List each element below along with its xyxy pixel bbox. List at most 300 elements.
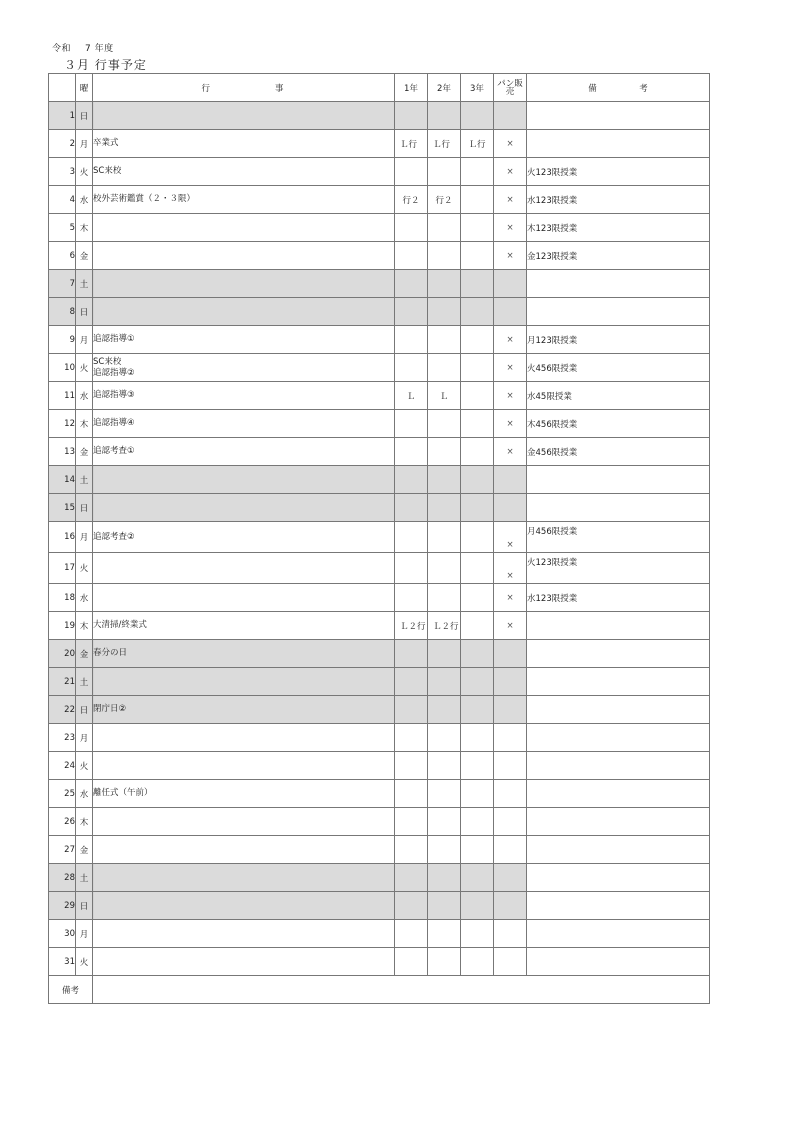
table-row [49, 354, 710, 382]
day-number: 21 [49, 668, 76, 696]
grade1-cell [395, 354, 428, 382]
event-text: 追認考査② [93, 531, 135, 542]
weekday-cell: 火 [76, 948, 93, 976]
day-number: 6 [49, 242, 76, 270]
weekday-cell: 木 [76, 612, 93, 640]
grade3-cell [461, 382, 494, 410]
grade1-cell [395, 640, 428, 668]
event-cell [93, 752, 395, 780]
grade3-cell [461, 584, 494, 612]
day-number: 28 [49, 864, 76, 892]
event-header: 行 事 [93, 74, 395, 102]
event-text: 追認指導① [93, 334, 135, 344]
grade1-cell [395, 724, 428, 752]
day-number: 20 [49, 640, 76, 668]
notes-cell: 水45限授業 [527, 382, 710, 410]
grade3-cell [461, 808, 494, 836]
table-row [49, 612, 710, 640]
event-cell [93, 864, 395, 892]
weekday-cell: 月 [76, 724, 93, 752]
bread-sale-cell: × [494, 612, 527, 640]
table-row [49, 553, 710, 584]
grade3-cell [461, 668, 494, 696]
grade2-cell [428, 494, 461, 522]
grade1-cell [395, 102, 428, 130]
page-title: ３月 行事予定 [64, 58, 147, 72]
day-number: 11 [49, 382, 76, 410]
grade3-cell [461, 948, 494, 976]
weekday-cell: 土 [76, 270, 93, 298]
day-number: 30 [49, 920, 76, 948]
day-number: 9 [49, 326, 76, 354]
event-cell [93, 494, 395, 522]
table-row [49, 186, 710, 214]
event-cell [93, 438, 395, 466]
grade2-cell [428, 892, 461, 920]
notes-cell [527, 696, 710, 724]
grade2-header: 2年 [428, 74, 461, 102]
notes-cell [527, 466, 710, 494]
grade3-cell [461, 466, 494, 494]
grade2-cell [428, 584, 461, 612]
header-row [49, 74, 710, 102]
bread-sale-cell [494, 808, 527, 836]
table-row [49, 808, 710, 836]
day-number: 14 [49, 466, 76, 494]
grade1-cell [395, 948, 428, 976]
bread-sale-header: パン販売 [494, 74, 527, 102]
bread-sale-cell [494, 864, 527, 892]
notes-cell [527, 780, 710, 808]
table-row [49, 864, 710, 892]
notes-cell [527, 836, 710, 864]
event-text: 春分の日 [93, 648, 128, 658]
event-cell [93, 892, 395, 920]
table-row [49, 948, 710, 976]
grade3-cell [461, 326, 494, 354]
grade2-cell [428, 298, 461, 326]
day-number: 8 [49, 298, 76, 326]
grade1-cell [395, 864, 428, 892]
day-number: 12 [49, 410, 76, 438]
grade2-cell [428, 270, 461, 298]
grade1-cell [395, 466, 428, 494]
bread-sale-cell: × [494, 130, 527, 158]
bread-sale-cell [494, 298, 527, 326]
grade3-cell [461, 270, 494, 298]
weekday-cell: 水 [76, 186, 93, 214]
table-row [49, 438, 710, 466]
notes-cell [527, 270, 710, 298]
notes-cell [527, 668, 710, 696]
event-cell [93, 553, 395, 584]
weekday-cell: 金 [76, 242, 93, 270]
notes-cell: 金123限授業 [527, 242, 710, 270]
grade1-cell [395, 494, 428, 522]
bread-sale-cell [494, 668, 527, 696]
bread-sale-cell: × [494, 186, 527, 214]
event-text-second-line: 追認指導② [93, 367, 135, 378]
table-row [49, 242, 710, 270]
weekday-cell: 土 [76, 466, 93, 494]
grade3-cell [461, 242, 494, 270]
grade1-cell [395, 522, 428, 553]
day-number: 3 [49, 158, 76, 186]
day-number: 17 [49, 553, 76, 584]
grade2-cell [428, 242, 461, 270]
weekday-cell: 月 [76, 326, 93, 354]
remarks-area [93, 976, 710, 1004]
grade3-cell [461, 438, 494, 466]
grade3-cell [461, 494, 494, 522]
weekday-cell: 木 [76, 808, 93, 836]
event-cell [93, 214, 395, 242]
grade3-cell [461, 724, 494, 752]
grade1-cell: Ｌ行 [395, 130, 428, 158]
grade2-cell: Ｌ２行 [428, 612, 461, 640]
weekday-cell: 火 [76, 752, 93, 780]
event-text: 大清掃/終業式 [93, 620, 147, 630]
grade1-cell [395, 158, 428, 186]
bread-sale-cell [494, 920, 527, 948]
table-row [49, 836, 710, 864]
day-number: 16 [49, 522, 76, 553]
grade2-cell [428, 780, 461, 808]
grade3-cell [461, 752, 494, 780]
notes-cell [527, 102, 710, 130]
table-row [49, 298, 710, 326]
weekday-cell: 水 [76, 382, 93, 410]
grade3-cell [461, 354, 494, 382]
year-suffix: 年度 [94, 44, 114, 54]
weekday-cell: 土 [76, 668, 93, 696]
event-cell [93, 102, 395, 130]
school-year-label [52, 41, 114, 54]
year-number: 7 [85, 44, 92, 54]
event-cell [93, 948, 395, 976]
table-row [49, 584, 710, 612]
grade1-cell [395, 752, 428, 780]
bread-sale-cell [494, 494, 527, 522]
day-number: 26 [49, 808, 76, 836]
grade3-cell [461, 214, 494, 242]
grade3-cell [461, 780, 494, 808]
grade1-cell: Ｌ２行 [395, 612, 428, 640]
notes-cell [527, 494, 710, 522]
bread-sale-cell [494, 836, 527, 864]
event-text: 閉庁日② [93, 704, 127, 714]
grade1-cell [395, 410, 428, 438]
grade3-cell: Ｌ行 [461, 130, 494, 158]
weekday-cell: 木 [76, 214, 93, 242]
grade2-cell: Ｌ [428, 382, 461, 410]
event-cell [93, 780, 395, 808]
weekday-cell: 月 [76, 920, 93, 948]
table-row [49, 410, 710, 438]
grade3-cell [461, 158, 494, 186]
day-number: 5 [49, 214, 76, 242]
weekday-cell: 金 [76, 640, 93, 668]
notes-cell: 火123限授業 [527, 158, 710, 186]
bread-sale-cell [494, 724, 527, 752]
event-text: 校外芸術鑑賞（２・３限） [93, 194, 196, 204]
notes-cell [527, 752, 710, 780]
weekday-cell: 水 [76, 780, 93, 808]
grade2-cell [428, 808, 461, 836]
grade3-header: 3年 [461, 74, 494, 102]
event-cell [93, 724, 395, 752]
day-number: 31 [49, 948, 76, 976]
table-row [49, 214, 710, 242]
grade3-cell [461, 836, 494, 864]
notes-cell [527, 612, 710, 640]
table-row [49, 640, 710, 668]
notes-cell: 木456限授業 [527, 410, 710, 438]
grade2-cell [428, 668, 461, 696]
notes-cell: 木123限授業 [527, 214, 710, 242]
grade2-cell [428, 354, 461, 382]
event-cell [93, 326, 395, 354]
table-row [49, 752, 710, 780]
day-number: 1 [49, 102, 76, 130]
table-row [49, 920, 710, 948]
grade1-cell [395, 270, 428, 298]
bread-sale-cell: × [494, 584, 527, 612]
event-cell [93, 808, 395, 836]
grade3-cell [461, 696, 494, 724]
day-number: 10 [49, 354, 76, 382]
event-text: SC来校 [93, 166, 122, 176]
bread-sale-cell: × [494, 382, 527, 410]
weekday-cell: 日 [76, 102, 93, 130]
weekday-cell: 水 [76, 584, 93, 612]
table-row [49, 270, 710, 298]
day-number: 29 [49, 892, 76, 920]
weekday-cell: 日 [76, 696, 93, 724]
bread-sale-cell [494, 948, 527, 976]
notes-cell: 月123限授業 [527, 326, 710, 354]
weekday-cell: 日 [76, 892, 93, 920]
notes-cell [527, 298, 710, 326]
weekday-header: 曜 [76, 74, 93, 102]
grade1-cell [395, 242, 428, 270]
bread-sale-cell: × [494, 158, 527, 186]
grade3-cell [461, 892, 494, 920]
grade1-cell [395, 780, 428, 808]
grade3-cell [461, 640, 494, 668]
bread-sale-cell: × [494, 438, 527, 466]
weekday-cell: 日 [76, 298, 93, 326]
grade1-cell: Ｌ [395, 382, 428, 410]
bread-sale-cell [494, 466, 527, 494]
event-cell [93, 382, 395, 410]
event-cell [93, 186, 395, 214]
grade2-cell [428, 158, 461, 186]
grade2-cell [428, 466, 461, 494]
bread-sale-cell [494, 892, 527, 920]
event-cell [93, 242, 395, 270]
weekday-cell: 火 [76, 158, 93, 186]
bread-sale-cell: × [494, 354, 527, 382]
grade1-cell [395, 836, 428, 864]
notes-cell [527, 808, 710, 836]
bread-sale-cell [494, 780, 527, 808]
monthly-schedule-table [48, 73, 710, 1004]
bread-sale-cell [494, 752, 527, 780]
day-number: 4 [49, 186, 76, 214]
notes-cell: 月456限授業 [527, 522, 710, 553]
grade1-cell [395, 808, 428, 836]
grade3-cell [461, 553, 494, 584]
grade2-cell [428, 640, 461, 668]
grade1-cell: 行２ [395, 186, 428, 214]
notes-cell [527, 724, 710, 752]
event-cell [93, 640, 395, 668]
event-cell [93, 696, 395, 724]
bread-sale-cell [494, 696, 527, 724]
table-row [49, 102, 710, 130]
grade1-cell [395, 668, 428, 696]
notes-cell [527, 920, 710, 948]
bread-sale-cell: × [494, 326, 527, 354]
grade2-cell [428, 410, 461, 438]
table-row [49, 382, 710, 410]
notes-cell [527, 640, 710, 668]
grade2-cell [428, 102, 461, 130]
day-header [49, 74, 76, 102]
grade1-cell [395, 326, 428, 354]
grade1-cell [395, 438, 428, 466]
event-cell [93, 298, 395, 326]
notes-cell: 金456限授業 [527, 438, 710, 466]
grade3-cell [461, 612, 494, 640]
grade1-cell [395, 214, 428, 242]
grade3-cell [461, 864, 494, 892]
event-cell [93, 584, 395, 612]
notes-cell [527, 864, 710, 892]
day-number: 24 [49, 752, 76, 780]
event-cell [93, 410, 395, 438]
weekday-cell: 木 [76, 410, 93, 438]
grade1-cell [395, 920, 428, 948]
table-row [49, 724, 710, 752]
weekday-cell: 月 [76, 130, 93, 158]
grade2-cell [428, 752, 461, 780]
grade2-cell [428, 326, 461, 354]
event-cell [93, 354, 395, 382]
grade2-cell [428, 836, 461, 864]
grade1-cell [395, 892, 428, 920]
grade2-cell [428, 214, 461, 242]
day-number: 25 [49, 780, 76, 808]
grade2-cell: Ｌ行 [428, 130, 461, 158]
notes-cell: 水123限授業 [527, 584, 710, 612]
grade1-cell [395, 696, 428, 724]
weekday-cell: 日 [76, 494, 93, 522]
bread-sale-cell: × [494, 522, 527, 553]
table-row [49, 668, 710, 696]
notes-cell [527, 892, 710, 920]
grade3-cell [461, 298, 494, 326]
weekday-cell: 月 [76, 522, 93, 553]
event-cell [93, 158, 395, 186]
day-number: 13 [49, 438, 76, 466]
bread-sale-cell: × [494, 214, 527, 242]
table-row [49, 892, 710, 920]
event-text: 追認指導③ [93, 390, 135, 400]
event-cell [93, 668, 395, 696]
grade1-cell [395, 553, 428, 584]
table-row [49, 780, 710, 808]
table-row [49, 466, 710, 494]
notes-cell: 水123限授業 [527, 186, 710, 214]
day-number: 18 [49, 584, 76, 612]
grade3-cell [461, 920, 494, 948]
grade2-cell [428, 553, 461, 584]
bread-sale-cell [494, 102, 527, 130]
event-text: 追認考査① [93, 446, 135, 456]
grade2-cell [428, 438, 461, 466]
grade1-header: 1年 [395, 74, 428, 102]
notes-cell: 火456限授業 [527, 354, 710, 382]
event-text: 離任式（午前） [93, 788, 153, 798]
event-cell [93, 270, 395, 298]
notes-cell [527, 130, 710, 158]
table-row [49, 158, 710, 186]
weekday-cell: 火 [76, 354, 93, 382]
day-number: 2 [49, 130, 76, 158]
day-number: 7 [49, 270, 76, 298]
grade2-cell [428, 724, 461, 752]
event-cell [93, 836, 395, 864]
notes-cell [527, 948, 710, 976]
grade1-cell [395, 584, 428, 612]
day-number: 19 [49, 612, 76, 640]
table-row [49, 522, 710, 553]
grade1-cell [395, 298, 428, 326]
remarks-row [49, 976, 710, 1004]
grade3-cell [461, 102, 494, 130]
day-number: 23 [49, 724, 76, 752]
notes-cell: 火123限授業 [527, 553, 710, 584]
schedule-body [49, 102, 710, 976]
bread-sale-cell: × [494, 242, 527, 270]
weekday-cell: 火 [76, 553, 93, 584]
day-number: 15 [49, 494, 76, 522]
event-text: SC来校 [93, 356, 122, 367]
grade3-cell [461, 186, 494, 214]
bread-sale-cell: × [494, 410, 527, 438]
grade2-cell: 行２ [428, 186, 461, 214]
event-text: 卒業式 [93, 138, 119, 148]
day-number: 22 [49, 696, 76, 724]
grade2-cell [428, 522, 461, 553]
grade2-cell [428, 920, 461, 948]
bread-sale-cell [494, 270, 527, 298]
event-cell [93, 130, 395, 158]
event-cell [93, 612, 395, 640]
remarks-label: 備考 [49, 976, 93, 1004]
event-cell [93, 522, 395, 553]
event-cell [93, 920, 395, 948]
bread-sale-cell [494, 640, 527, 668]
grade2-cell [428, 948, 461, 976]
table-row [49, 326, 710, 354]
day-number: 27 [49, 836, 76, 864]
grade3-cell [461, 410, 494, 438]
grade3-cell [461, 522, 494, 553]
event-cell [93, 466, 395, 494]
